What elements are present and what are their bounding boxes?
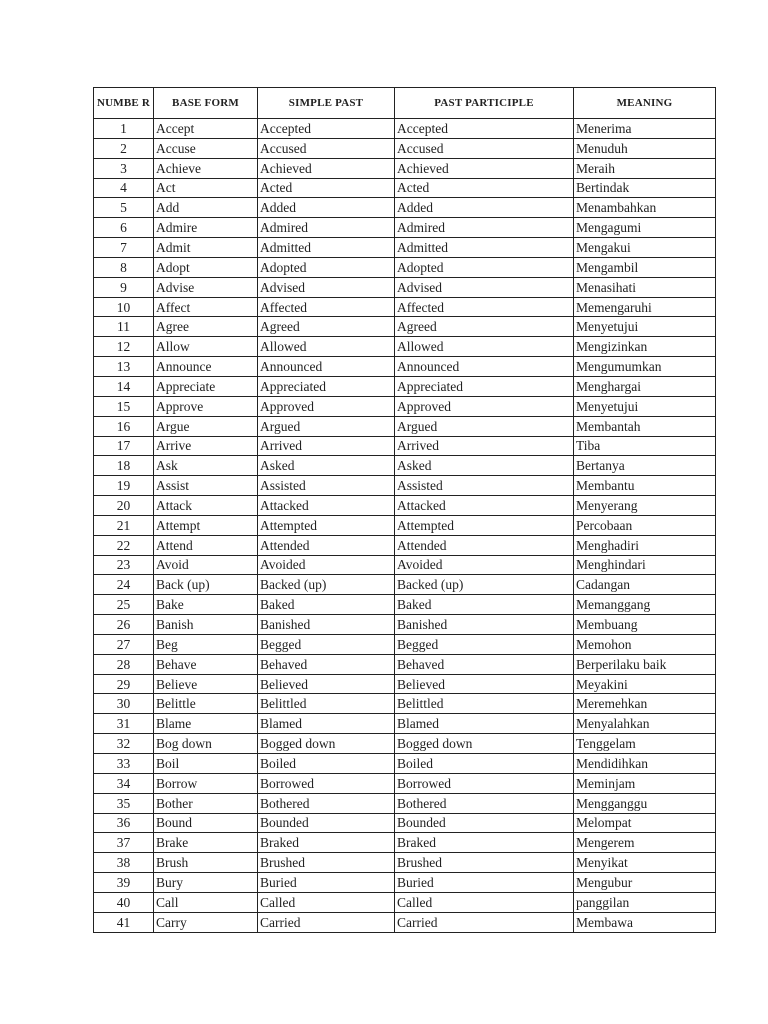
cell-past-participle: Braked [395, 833, 574, 853]
cell-number: 33 [94, 754, 154, 774]
cell-simple-past: Asked [258, 456, 395, 476]
cell-base-form: Achieve [154, 158, 258, 178]
cell-simple-past: Called [258, 892, 395, 912]
table-row [94, 634, 716, 654]
cell-simple-past: Attended [258, 535, 395, 555]
cell-past-participle: Approved [395, 396, 574, 416]
cell-past-participle: Attacked [395, 496, 574, 516]
cell-base-form: Behave [154, 654, 258, 674]
cell-simple-past: Believed [258, 674, 395, 694]
cell-meaning: Mengizinkan [574, 337, 716, 357]
cell-base-form: Attend [154, 535, 258, 555]
cell-base-form: Accuse [154, 138, 258, 158]
cell-meaning: Meraih [574, 158, 716, 178]
cell-meaning: Membantah [574, 416, 716, 436]
cell-simple-past: Begged [258, 634, 395, 654]
cell-past-participle: Bothered [395, 793, 574, 813]
cell-number: 31 [94, 714, 154, 734]
cell-meaning: Menuduh [574, 138, 716, 158]
header-simple-past: SIMPLE PAST [258, 88, 395, 119]
cell-base-form: Blame [154, 714, 258, 734]
cell-number: 32 [94, 734, 154, 754]
cell-meaning: Memanggang [574, 595, 716, 615]
cell-past-participle: Brushed [395, 853, 574, 873]
table-row [94, 119, 716, 139]
table-row [94, 178, 716, 198]
table-row [94, 575, 716, 595]
table-row [94, 674, 716, 694]
table-row [94, 376, 716, 396]
cell-number: 22 [94, 535, 154, 555]
table-row [94, 357, 716, 377]
cell-number: 17 [94, 436, 154, 456]
table-row [94, 773, 716, 793]
cell-simple-past: Bogged down [258, 734, 395, 754]
cell-number: 40 [94, 892, 154, 912]
cell-simple-past: Announced [258, 357, 395, 377]
cell-base-form: Act [154, 178, 258, 198]
cell-base-form: Approve [154, 396, 258, 416]
cell-simple-past: Accused [258, 138, 395, 158]
cell-base-form: Brush [154, 853, 258, 873]
cell-simple-past: Buried [258, 873, 395, 893]
cell-past-participle: Accepted [395, 119, 574, 139]
table-row [94, 456, 716, 476]
header-past-participle: PAST PARTICIPLE [395, 88, 574, 119]
cell-base-form: Appreciate [154, 376, 258, 396]
table-row [94, 337, 716, 357]
cell-number: 1 [94, 119, 154, 139]
cell-past-participle: Acted [395, 178, 574, 198]
cell-number: 27 [94, 634, 154, 654]
cell-simple-past: Brushed [258, 853, 395, 873]
cell-meaning: Membawa [574, 912, 716, 932]
cell-past-participle: Asked [395, 456, 574, 476]
cell-past-participle: Carried [395, 912, 574, 932]
cell-simple-past: Avoided [258, 555, 395, 575]
cell-past-participle: Affected [395, 297, 574, 317]
cell-past-participle: Attended [395, 535, 574, 555]
table-row [94, 238, 716, 258]
cell-simple-past: Braked [258, 833, 395, 853]
cell-simple-past: Backed (up) [258, 575, 395, 595]
table-row [94, 555, 716, 575]
cell-meaning: Berperilaku baik [574, 654, 716, 674]
cell-number: 18 [94, 456, 154, 476]
cell-number: 9 [94, 277, 154, 297]
cell-base-form: Admit [154, 238, 258, 258]
cell-base-form: Bound [154, 813, 258, 833]
cell-meaning: Tiba [574, 436, 716, 456]
cell-past-participle: Added [395, 198, 574, 218]
table-row [94, 436, 716, 456]
cell-number: 34 [94, 773, 154, 793]
regular-verbs-table [93, 87, 716, 933]
cell-past-participle: Behaved [395, 654, 574, 674]
table-row [94, 892, 716, 912]
table-row [94, 754, 716, 774]
cell-base-form: Ask [154, 456, 258, 476]
cell-past-participle: Agreed [395, 317, 574, 337]
cell-simple-past: Argued [258, 416, 395, 436]
cell-number: 41 [94, 912, 154, 932]
cell-meaning: Bertindak [574, 178, 716, 198]
cell-meaning: Membuang [574, 615, 716, 635]
cell-base-form: Argue [154, 416, 258, 436]
cell-number: 36 [94, 813, 154, 833]
table-row [94, 257, 716, 277]
cell-number: 7 [94, 238, 154, 258]
cell-past-participle: Admitted [395, 238, 574, 258]
cell-past-participle: Allowed [395, 337, 574, 357]
cell-meaning: Menambahkan [574, 198, 716, 218]
table-row [94, 654, 716, 674]
table-row [94, 714, 716, 734]
cell-past-participle: Believed [395, 674, 574, 694]
cell-simple-past: Baked [258, 595, 395, 615]
table-body [94, 119, 716, 933]
cell-simple-past: Achieved [258, 158, 395, 178]
cell-base-form: Attack [154, 496, 258, 516]
table-row [94, 853, 716, 873]
cell-meaning: Menyalahkan [574, 714, 716, 734]
cell-number: 2 [94, 138, 154, 158]
cell-past-participle: Buried [395, 873, 574, 893]
cell-past-participle: Assisted [395, 476, 574, 496]
table-row [94, 297, 716, 317]
table-row [94, 535, 716, 555]
cell-meaning: Mengganggu [574, 793, 716, 813]
table-row [94, 833, 716, 853]
cell-number: 24 [94, 575, 154, 595]
cell-meaning: Memohon [574, 634, 716, 654]
cell-base-form: Believe [154, 674, 258, 694]
table-row [94, 396, 716, 416]
cell-simple-past: Approved [258, 396, 395, 416]
cell-simple-past: Admitted [258, 238, 395, 258]
table-row [94, 873, 716, 893]
cell-simple-past: Boiled [258, 754, 395, 774]
cell-simple-past: Bothered [258, 793, 395, 813]
cell-past-participle: Appreciated [395, 376, 574, 396]
table-row [94, 615, 716, 635]
cell-meaning: Meyakini [574, 674, 716, 694]
cell-number: 5 [94, 198, 154, 218]
cell-base-form: Agree [154, 317, 258, 337]
cell-simple-past: Advised [258, 277, 395, 297]
cell-number: 6 [94, 218, 154, 238]
cell-meaning: Menyetujui [574, 317, 716, 337]
cell-number: 26 [94, 615, 154, 635]
cell-past-participle: Adopted [395, 257, 574, 277]
table-row [94, 515, 716, 535]
cell-meaning: Cadangan [574, 575, 716, 595]
cell-past-participle: Boiled [395, 754, 574, 774]
table-row [94, 158, 716, 178]
cell-simple-past: Accepted [258, 119, 395, 139]
cell-simple-past: Appreciated [258, 376, 395, 396]
table-row [94, 813, 716, 833]
cell-meaning: Memengaruhi [574, 297, 716, 317]
cell-past-participle: Argued [395, 416, 574, 436]
cell-meaning: Meminjam [574, 773, 716, 793]
cell-base-form: Allow [154, 337, 258, 357]
cell-past-participle: Accused [395, 138, 574, 158]
cell-past-participle: Bogged down [395, 734, 574, 754]
table-row [94, 416, 716, 436]
cell-simple-past: Borrowed [258, 773, 395, 793]
table-row [94, 476, 716, 496]
header-base-form: BASE FORM [154, 88, 258, 119]
cell-meaning: Menyerang [574, 496, 716, 516]
cell-simple-past: Acted [258, 178, 395, 198]
cell-base-form: Call [154, 892, 258, 912]
cell-simple-past: Assisted [258, 476, 395, 496]
table-row [94, 694, 716, 714]
cell-meaning: panggilan [574, 892, 716, 912]
cell-base-form: Arrive [154, 436, 258, 456]
table-row [94, 218, 716, 238]
cell-base-form: Accept [154, 119, 258, 139]
cell-number: 16 [94, 416, 154, 436]
table-row [94, 595, 716, 615]
cell-base-form: Add [154, 198, 258, 218]
table-row [94, 138, 716, 158]
cell-base-form: Bake [154, 595, 258, 615]
cell-simple-past: Banished [258, 615, 395, 635]
cell-meaning: Membantu [574, 476, 716, 496]
cell-meaning: Menyetujui [574, 396, 716, 416]
cell-number: 10 [94, 297, 154, 317]
cell-past-participle: Baked [395, 595, 574, 615]
cell-past-participle: Begged [395, 634, 574, 654]
cell-meaning: Bertanya [574, 456, 716, 476]
cell-past-participle: Announced [395, 357, 574, 377]
header-meaning: MEANING [574, 88, 716, 119]
cell-past-participle: Blamed [395, 714, 574, 734]
cell-number: 4 [94, 178, 154, 198]
cell-base-form: Adopt [154, 257, 258, 277]
cell-simple-past: Affected [258, 297, 395, 317]
cell-past-participle: Avoided [395, 555, 574, 575]
cell-base-form: Beg [154, 634, 258, 654]
cell-simple-past: Agreed [258, 317, 395, 337]
cell-base-form: Bury [154, 873, 258, 893]
cell-number: 35 [94, 793, 154, 813]
cell-meaning: Mengakui [574, 238, 716, 258]
cell-number: 30 [94, 694, 154, 714]
cell-meaning: Mengerem [574, 833, 716, 853]
cell-number: 15 [94, 396, 154, 416]
table-row [94, 317, 716, 337]
cell-number: 25 [94, 595, 154, 615]
cell-number: 39 [94, 873, 154, 893]
cell-past-participle: Called [395, 892, 574, 912]
cell-base-form: Belittle [154, 694, 258, 714]
table-row [94, 734, 716, 754]
table-row [94, 793, 716, 813]
cell-simple-past: Blamed [258, 714, 395, 734]
cell-meaning: Menasihati [574, 277, 716, 297]
cell-number: 23 [94, 555, 154, 575]
cell-meaning: Mengambil [574, 257, 716, 277]
cell-meaning: Mendidihkan [574, 754, 716, 774]
cell-meaning: Mengubur [574, 873, 716, 893]
cell-number: 13 [94, 357, 154, 377]
cell-simple-past: Belittled [258, 694, 395, 714]
cell-number: 37 [94, 833, 154, 853]
cell-number: 12 [94, 337, 154, 357]
cell-past-participle: Borrowed [395, 773, 574, 793]
table-row [94, 912, 716, 932]
cell-simple-past: Arrived [258, 436, 395, 456]
cell-base-form: Boil [154, 754, 258, 774]
cell-simple-past: Added [258, 198, 395, 218]
cell-past-participle: Banished [395, 615, 574, 635]
cell-base-form: Carry [154, 912, 258, 932]
cell-meaning: Melompat [574, 813, 716, 833]
cell-number: 38 [94, 853, 154, 873]
cell-base-form: Affect [154, 297, 258, 317]
cell-meaning: Menerima [574, 119, 716, 139]
cell-number: 11 [94, 317, 154, 337]
cell-past-participle: Attempted [395, 515, 574, 535]
cell-meaning: Tenggelam [574, 734, 716, 754]
cell-simple-past: Attempted [258, 515, 395, 535]
cell-past-participle: Belittled [395, 694, 574, 714]
cell-past-participle: Arrived [395, 436, 574, 456]
cell-past-participle: Achieved [395, 158, 574, 178]
cell-meaning: Menghindari [574, 555, 716, 575]
cell-base-form: Brake [154, 833, 258, 853]
cell-base-form: Borrow [154, 773, 258, 793]
cell-number: 20 [94, 496, 154, 516]
cell-meaning: Meremehkan [574, 694, 716, 714]
cell-base-form: Bother [154, 793, 258, 813]
cell-base-form: Attempt [154, 515, 258, 535]
cell-number: 28 [94, 654, 154, 674]
cell-simple-past: Attacked [258, 496, 395, 516]
table-header [94, 88, 716, 119]
cell-number: 3 [94, 158, 154, 178]
cell-meaning: Mengagumi [574, 218, 716, 238]
cell-past-participle: Admired [395, 218, 574, 238]
cell-simple-past: Behaved [258, 654, 395, 674]
header-number: NUMBE R [94, 88, 154, 119]
header-row [94, 88, 716, 119]
cell-base-form: Avoid [154, 555, 258, 575]
cell-base-form: Assist [154, 476, 258, 496]
cell-number: 14 [94, 376, 154, 396]
cell-base-form: Banish [154, 615, 258, 635]
cell-past-participle: Backed (up) [395, 575, 574, 595]
cell-simple-past: Admired [258, 218, 395, 238]
cell-meaning: Percobaan [574, 515, 716, 535]
cell-simple-past: Bounded [258, 813, 395, 833]
cell-base-form: Admire [154, 218, 258, 238]
cell-number: 21 [94, 515, 154, 535]
cell-past-participle: Advised [395, 277, 574, 297]
cell-meaning: Mengumumkan [574, 357, 716, 377]
cell-past-participle: Bounded [395, 813, 574, 833]
cell-simple-past: Allowed [258, 337, 395, 357]
cell-base-form: Bog down [154, 734, 258, 754]
cell-number: 29 [94, 674, 154, 694]
cell-base-form: Advise [154, 277, 258, 297]
cell-base-form: Announce [154, 357, 258, 377]
cell-simple-past: Adopted [258, 257, 395, 277]
table-row [94, 198, 716, 218]
table-row [94, 496, 716, 516]
cell-number: 19 [94, 476, 154, 496]
cell-meaning: Menghargai [574, 376, 716, 396]
cell-base-form: Back (up) [154, 575, 258, 595]
cell-number: 8 [94, 257, 154, 277]
cell-meaning: Menghadiri [574, 535, 716, 555]
cell-simple-past: Carried [258, 912, 395, 932]
cell-meaning: Menyikat [574, 853, 716, 873]
table-row [94, 277, 716, 297]
